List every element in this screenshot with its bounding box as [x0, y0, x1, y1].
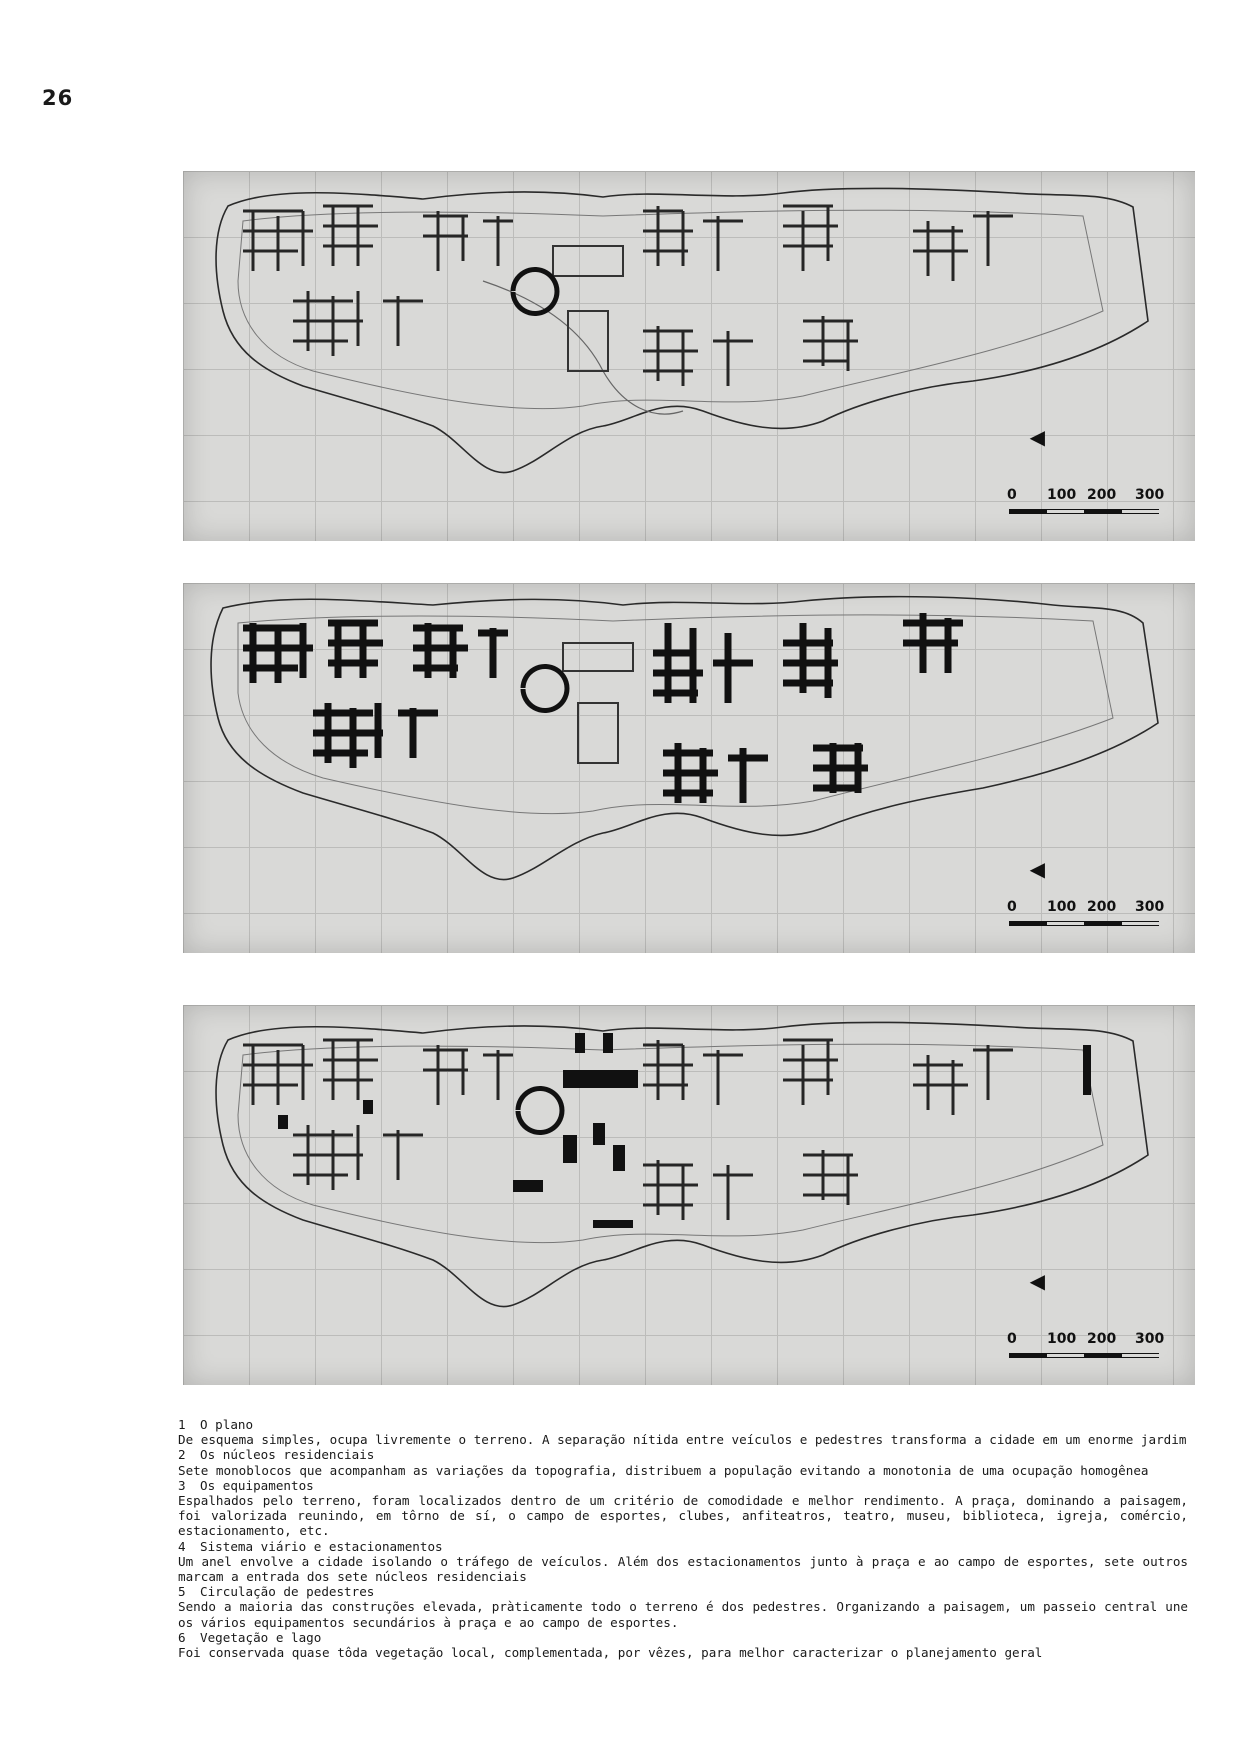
caption-item	[178, 1447, 1188, 1477]
caption-item-body: Espalhados pelo terreno, foram localizados dentro de um critério de comodidade e melhor rendimento. A praça, dominando a paisagem, foi valorizada reunindo, em tôrno de sí, o campo de esportes, clubes, anfiteatros, teatro, museu, biblioteca, igreja, comércio, estacionamento, etc.	[178, 1493, 1188, 1539]
scale-label: 200	[1087, 487, 1117, 503]
scale-label: 0	[1007, 1331, 1017, 1347]
ring-road	[238, 1044, 1103, 1242]
caption-item-body: Foi conservada quase tôda vegetação local, complementada, por vêzes, para melhor caracterizar o planejamento geral	[178, 1645, 1043, 1661]
caption-item-title: Vegetação e lago	[200, 1629, 322, 1645]
caption-item-heading	[178, 1630, 1188, 1645]
caption-item-heading	[178, 1447, 1188, 1462]
site-plan-drawing	[183, 583, 1195, 953]
scale-bar-graphic	[1009, 921, 1159, 926]
caption-item-heading	[178, 1539, 1188, 1554]
scale-bar	[1007, 487, 1167, 523]
residential-blocks	[243, 206, 1013, 386]
caption-item-body: De esquema simples, ocupa livremente o terreno. A separação nítida entre veículos e pedestres transforma a cidade em um enorme jardim	[178, 1432, 1187, 1448]
scale-label: 0	[1007, 899, 1017, 915]
caption-item-number: 1	[178, 1417, 186, 1432]
caption-item-body: Sete monoblocos que acompanham as variações da topografia, distribuem a população evitando a monotonia de uma ocupação homogênea	[178, 1462, 1149, 1478]
scale-label: 200	[1087, 899, 1117, 915]
scale-label: 100	[1047, 899, 1077, 915]
caption-item-title: Os equipamentos	[200, 1477, 314, 1493]
scale-bar	[1007, 899, 1167, 935]
site-plan-1	[183, 171, 1195, 541]
caption-item-number: 2	[178, 1447, 186, 1463]
caption-item-title: Sistema viário e estacionamentos	[200, 1538, 443, 1554]
scale-label: 300	[1135, 899, 1165, 915]
north-arrow-icon: ◀	[1029, 425, 1045, 449]
scale-label: 0	[1007, 487, 1017, 503]
plan-caption	[178, 1417, 1188, 1660]
caption-item	[178, 1539, 1188, 1585]
caption-item-body: Sendo a maioria das construções elevada, pràticamente todo o terreno é dos pedestres. Organizando a paisagem, um passeio central une os vários equipamentos secundários à praça e ao campo de esportes.	[178, 1599, 1188, 1630]
north-arrow-icon: ◀	[1029, 1269, 1045, 1293]
site-plan-drawing	[183, 1005, 1195, 1385]
scale-label: 100	[1047, 487, 1077, 503]
site-plan-3	[183, 1005, 1195, 1385]
caption-item-number: 3	[178, 1477, 186, 1493]
caption-item	[178, 1584, 1188, 1630]
caption-item-number: 5	[178, 1584, 186, 1600]
site-plan-drawing	[183, 171, 1195, 541]
scale-label: 100	[1047, 1331, 1077, 1347]
caption-item-body: Um anel envolve a cidade isolando o tráfego de veículos. Além dos estacionamentos junto à praça e ao campo de esportes, sete outros marcam a entrada dos sete núcleos residenciais	[178, 1553, 1188, 1585]
central-square	[523, 643, 633, 763]
residential-blocks	[243, 613, 963, 803]
caption-item	[178, 1630, 1188, 1660]
central-square	[513, 246, 623, 371]
scale-label: 300	[1135, 1331, 1165, 1347]
caption-item-heading	[178, 1584, 1188, 1599]
caption-item-number: 6	[178, 1629, 186, 1645]
caption-item-heading	[178, 1417, 1188, 1432]
scale-bar-graphic	[1009, 509, 1159, 514]
site-plan-2	[183, 583, 1195, 953]
residential-blocks	[243, 1040, 1013, 1220]
caption-item-number: 4	[178, 1538, 186, 1554]
scale-bar	[1007, 1331, 1167, 1367]
scale-label: 200	[1087, 1331, 1117, 1347]
caption-item-title: Circulação de pedestres	[200, 1584, 375, 1600]
scale-bar-graphic	[1009, 1353, 1159, 1358]
page-number: 26	[42, 86, 74, 110]
caption-item-title: Os núcleos residenciais	[200, 1447, 375, 1463]
caption-item-title: O plano	[200, 1417, 254, 1432]
ring-road	[238, 210, 1103, 408]
caption-item	[178, 1417, 1188, 1447]
north-arrow-icon: ◀	[1029, 857, 1045, 881]
caption-item	[178, 1478, 1188, 1539]
caption-item-heading	[178, 1478, 1188, 1493]
scale-label: 300	[1135, 487, 1165, 503]
